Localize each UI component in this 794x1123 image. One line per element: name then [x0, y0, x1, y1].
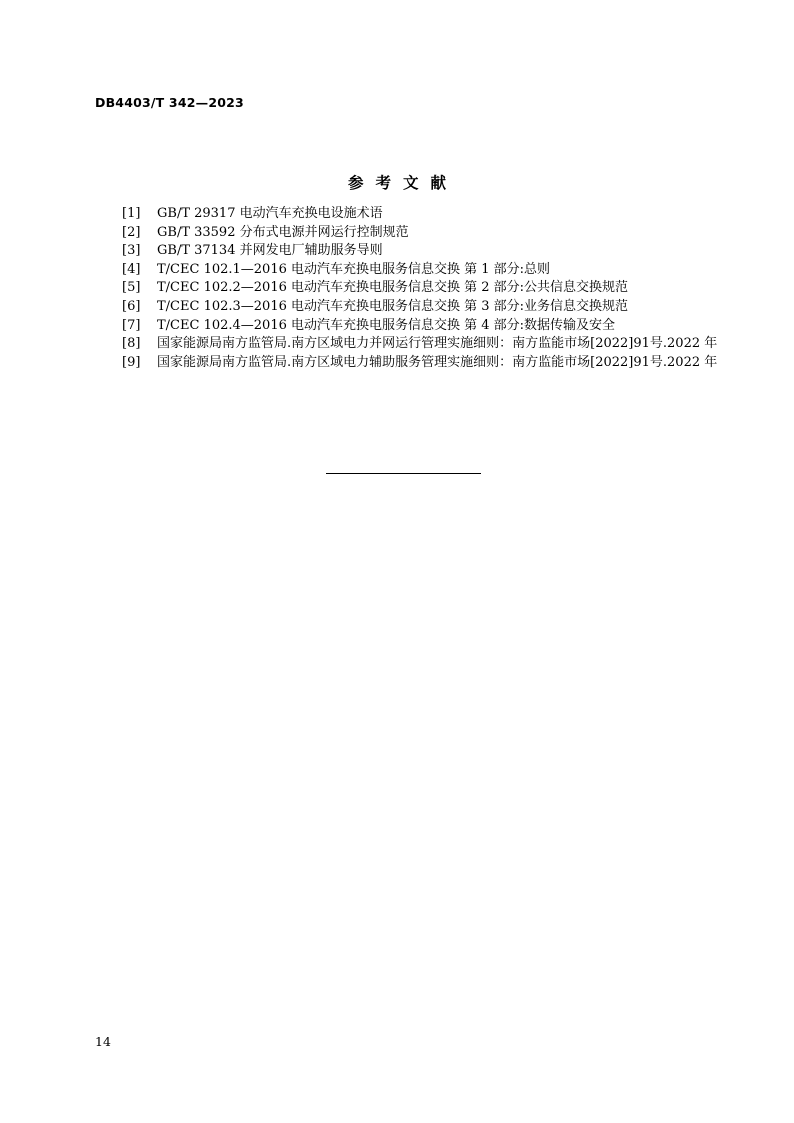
page-number: 14: [95, 1034, 111, 1049]
reference-item: [95, 317, 720, 336]
reference-text: T/CEC 102.1—2016 电动汽车充换电服务信息交换 第 1 部分:总则: [157, 261, 551, 277]
reference-text: GB/T 33592 分布式电源并网运行控制规范: [157, 224, 409, 240]
reference-number: [7]: [122, 317, 141, 333]
end-of-document-rule: [326, 473, 481, 474]
reference-number: [1]: [122, 206, 141, 221]
reference-item: [95, 224, 720, 243]
reference-text: 国家能源局南方监管局.南方区域电力并网运行管理实施细则：南方监能市场[2022]91号.2022 年: [157, 336, 718, 352]
reference-list: [95, 205, 720, 372]
reference-item: [95, 354, 720, 373]
reference-text: T/CEC 102.3—2016 电动汽车充换电服务信息交换 第 3 部分:业务信息交换规范: [157, 298, 629, 314]
reference-item: [95, 261, 720, 280]
reference-text: 国家能源局南方监管局.南方区域电力辅助服务管理实施细则：南方监能市场[2022]91号.2022 年: [157, 354, 718, 370]
reference-item: [95, 298, 720, 317]
reference-item: [95, 205, 720, 224]
document-code: DB4403/T 342—2023: [95, 95, 244, 110]
reference-number: [2]: [122, 224, 141, 240]
reference-item: [95, 242, 720, 261]
reference-number: [5]: [122, 280, 141, 296]
reference-item: [95, 335, 720, 354]
reference-text: GB/T 29317 电动汽车充换电设施术语: [157, 206, 383, 221]
reference-item: [95, 279, 720, 298]
reference-number: [6]: [122, 298, 141, 314]
reference-number: [9]: [122, 354, 141, 370]
reference-number: [3]: [122, 243, 141, 259]
reference-text: T/CEC 102.4—2016 电动汽车充换电服务信息交换 第 4 部分:数据传输及安全: [157, 317, 616, 333]
section-title: 参考文献: [347, 174, 458, 192]
reference-text: GB/T 37134 并网发电厂辅助服务导则: [157, 243, 383, 259]
reference-text: T/CEC 102.2—2016 电动汽车充换电服务信息交换 第 2 部分:公共信息交换规范: [157, 280, 629, 296]
reference-number: [8]: [122, 336, 141, 352]
reference-number: [4]: [122, 261, 141, 277]
